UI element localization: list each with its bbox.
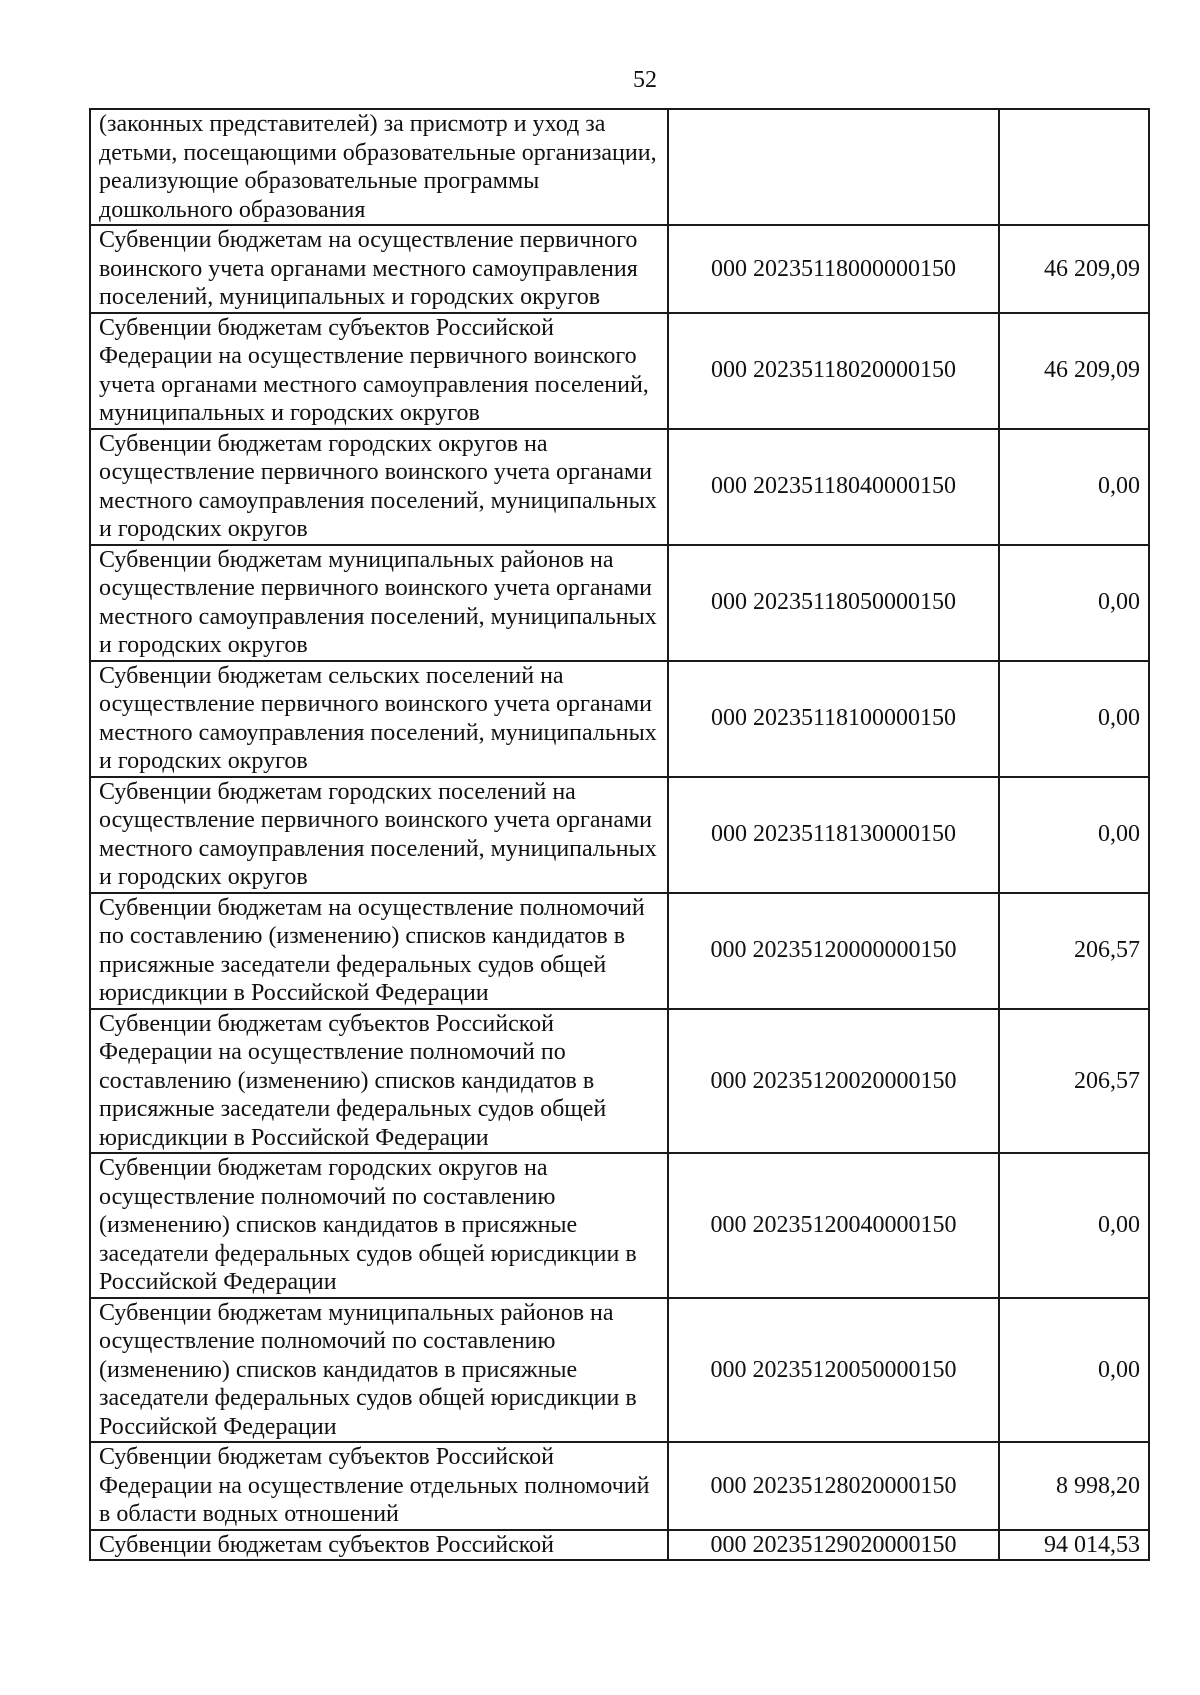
row-amount: 0,00	[999, 1153, 1149, 1298]
row-code: 000 20235120000000150	[668, 893, 999, 1009]
row-code: 000 20235118000000150	[668, 225, 999, 313]
row-amount: 94 014,53	[999, 1530, 1149, 1561]
row-description: Субвенции бюджетам городских округов на осуществление первичного воинского учета органами местного самоуправления поселений, муниципальных и городских округов	[90, 429, 668, 545]
row-amount: 0,00	[999, 429, 1149, 545]
row-description: Субвенции бюджетам на осуществление полномочий по составлению (изменению) списков кандидатов в присяжные заседатели федеральных судов общей юрисдикции в Российской Федерации	[90, 893, 668, 1009]
row-code: 000 20235120040000150	[668, 1153, 999, 1298]
row-code: 000 20235120050000150	[668, 1298, 999, 1443]
row-code: 000 20235118130000150	[668, 777, 999, 893]
row-description: Субвенции бюджетам субъектов Российской Федерации на осуществление полномочий по составлению (изменению) списков кандидатов в присяжные заседатели федеральных судов общей юрисдикции в Российской Федерации	[90, 1009, 668, 1154]
budget-table	[89, 108, 1150, 1561]
row-code: 000 20235118040000150	[668, 429, 999, 545]
row-description: Субвенции бюджетам сельских поселений на осуществление первичного воинского учета органами местного самоуправления поселений, муниципальных и городских округов	[90, 661, 668, 777]
row-code	[668, 109, 999, 225]
row-amount: 0,00	[999, 1298, 1149, 1443]
row-code: 000 20235118020000150	[668, 313, 999, 429]
table-row	[90, 1442, 1149, 1530]
table-row	[90, 893, 1149, 1009]
row-description: Субвенции бюджетам субъектов Российской	[90, 1530, 668, 1561]
row-code: 000 20235120020000150	[668, 1009, 999, 1154]
row-description: Субвенции бюджетам городских поселений на осуществление первичного воинского учета органами местного самоуправления поселений, муниципальных и городских округов	[90, 777, 668, 893]
page-number: 52	[633, 67, 657, 93]
row-code: 000 20235128020000150	[668, 1442, 999, 1530]
row-amount	[999, 109, 1149, 225]
row-amount: 0,00	[999, 777, 1149, 893]
row-code: 000 20235118050000150	[668, 545, 999, 661]
table-row	[90, 225, 1149, 313]
row-description: (законных представителей) за присмотр и уход за детьми, посещающими образовательные организации, реализующие образовательные программы дошкольного образования	[90, 109, 668, 225]
row-description: Субвенции бюджетам субъектов Российской Федерации на осуществление отдельных полномочий в области водных отношений	[90, 1442, 668, 1530]
row-amount: 46 209,09	[999, 313, 1149, 429]
table-row	[90, 429, 1149, 545]
table-row	[90, 313, 1149, 429]
row-amount: 206,57	[999, 1009, 1149, 1154]
row-amount: 8 998,20	[999, 1442, 1149, 1530]
row-amount: 206,57	[999, 893, 1149, 1009]
table-row	[90, 109, 1149, 225]
table-row	[90, 545, 1149, 661]
row-amount: 0,00	[999, 661, 1149, 777]
table-row	[90, 1298, 1149, 1443]
table-row	[90, 1530, 1149, 1561]
row-code: 000 20235129020000150	[668, 1530, 999, 1561]
table-row	[90, 1009, 1149, 1154]
row-description: Субвенции бюджетам на осуществление первичного воинского учета органами местного самоуправления поселений, муниципальных и городских округов	[90, 225, 668, 313]
row-description: Субвенции бюджетам городских округов на осуществление полномочий по составлению (изменению) списков кандидатов в присяжные заседатели федеральных судов общей юрисдикции в Российской Федерации	[90, 1153, 668, 1298]
row-description: Субвенции бюджетам муниципальных районов на осуществление первичного воинского учета органами местного самоуправления поселений, муниципальных и городских округов	[90, 545, 668, 661]
table-row	[90, 1153, 1149, 1298]
table-row	[90, 777, 1149, 893]
row-amount: 46 209,09	[999, 225, 1149, 313]
table-row	[90, 661, 1149, 777]
row-description: Субвенции бюджетам субъектов Российской Федерации на осуществление первичного воинского учета органами местного самоуправления поселений, муниципальных и городских округов	[90, 313, 668, 429]
row-amount: 0,00	[999, 545, 1149, 661]
row-code: 000 20235118100000150	[668, 661, 999, 777]
row-description: Субвенции бюджетам муниципальных районов на осуществление полномочий по составлению (изменению) списков кандидатов в присяжные заседатели федеральных судов общей юрисдикции в Российской Федерации	[90, 1298, 668, 1443]
